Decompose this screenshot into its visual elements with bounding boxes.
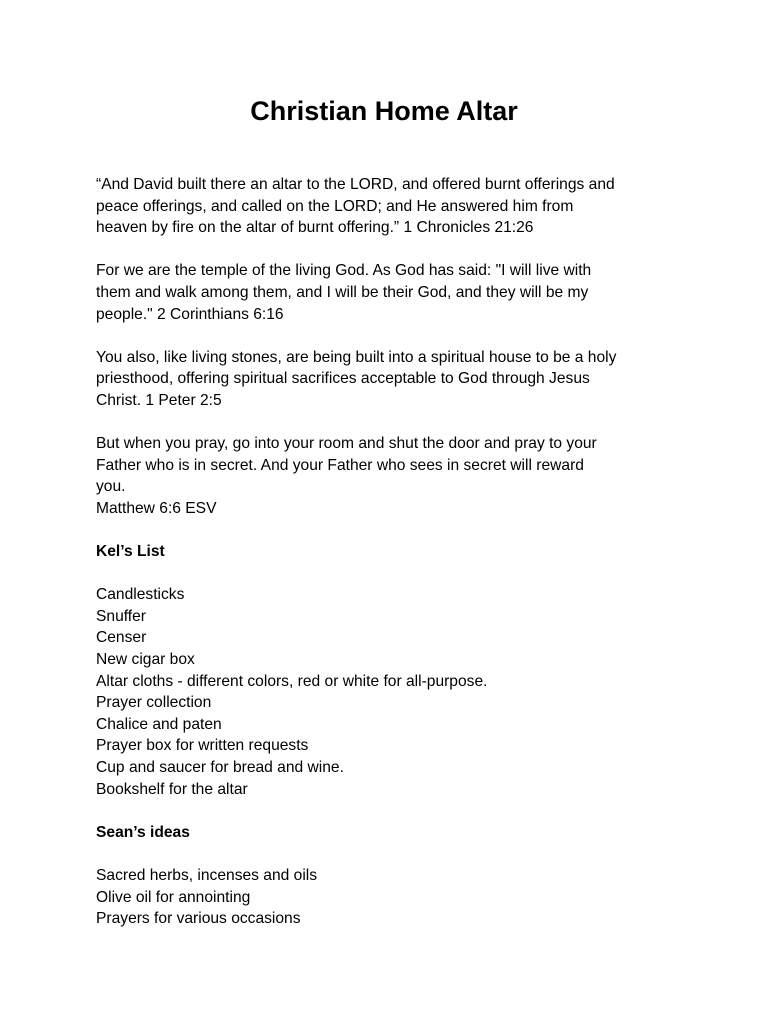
verse-2-corinthians: For we are the temple of the living God. As God has said: "I will live with them and walk among them, and I will be their God, and they will be my people." 2 Corinthians 6:16 bbox=[96, 262, 592, 323]
verse-matthew-reference: Matthew 6:6 ESV bbox=[96, 499, 217, 517]
document-title: Christian Home Altar bbox=[250, 96, 518, 126]
kels-list bbox=[96, 584, 736, 800]
list-item: Sacred herbs, incenses and oils bbox=[96, 867, 318, 884]
list-item: Prayers for various occasions bbox=[96, 910, 301, 928]
list-item: Prayer collection bbox=[96, 694, 212, 712]
list-item: Cup and saucer for bread and wine. bbox=[96, 759, 344, 777]
verse-1-peter: You also, like living stones, are being built into a spiritual house to be a holy priesthood, offering spiritual sacrifices acceptable to God through Jesus Christ. 1 Peter 2:5 bbox=[96, 348, 617, 409]
document-body bbox=[96, 174, 736, 951]
kels-list-heading: Kel’s List bbox=[96, 543, 165, 561]
verse-matthew: But when you pray, go into your room and shut the door and pray to your Father who is in secret. And your Father who sees in secret will reward you. bbox=[96, 435, 597, 496]
seans-ideas-heading: Sean’s ideas bbox=[96, 823, 190, 841]
list-item: New cigar box bbox=[96, 651, 195, 669]
list-item: Candlesticks bbox=[96, 586, 185, 604]
list-item: Prayer box for written requests bbox=[96, 737, 309, 755]
list-item: Censer bbox=[96, 629, 147, 647]
list-item: Altar cloths - different colors, red or white for all-purpose. bbox=[96, 672, 488, 690]
list-item: Snuffer bbox=[96, 607, 146, 625]
seans-ideas-list bbox=[96, 865, 736, 930]
list-item: Chalice and paten bbox=[96, 715, 222, 733]
list-item: Bookshelf for the altar bbox=[96, 780, 248, 798]
verse-1-chronicles: “And David built there an altar to the LORD, and offered burnt offerings and peace offerings, and called on the LORD; and He answered him from heaven by fire on the altar of burnt offering.” 1 Chronicles 21:26 bbox=[96, 176, 615, 237]
list-item: Olive oil for annointing bbox=[96, 888, 251, 906]
